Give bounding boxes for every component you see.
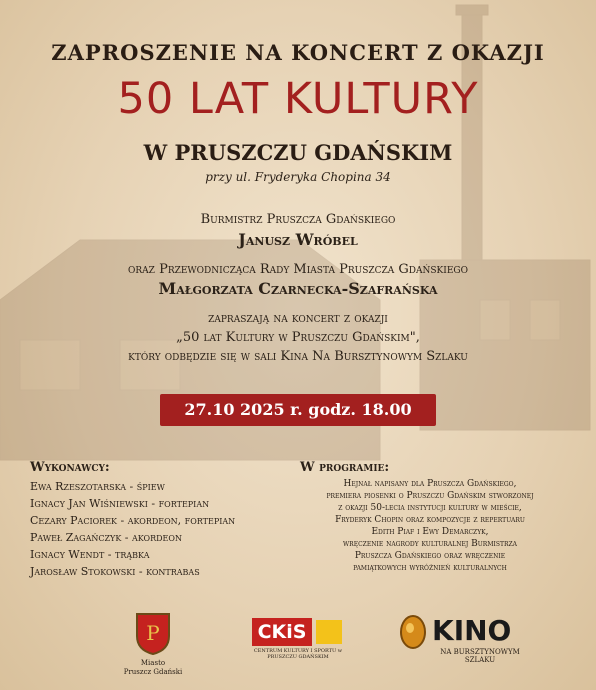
ckis-logo: CKiS [252,618,312,646]
program-line: Fryderyk Chopin oraz kompozycje z repertuaru [335,515,525,525]
invitation-heading: ZAPROSZENIE NA KONCERT Z OKAZJI [51,40,545,65]
main-title: 50 LAT KULTURY [117,74,479,124]
ckis-subtitle: CENTRUM KULTURY I SPORTU w PRUSZCZU GDAŃSKIM [253,648,343,660]
performer-item: Jarosław Stokowski - kontrabas [30,565,200,578]
performer-item: Ignacy Wendt - trąbka [30,548,150,561]
program-line: pamiątkowych wyróżnień kulturalnych [353,563,507,573]
chair-title: oraz Przewodnicząca Rady Miasta Pruszcza Gdańskiego [128,262,468,277]
amber-icon [398,614,428,650]
svg-text:P: P [146,621,160,645]
invite-line-2: „50 lat Kultury w Pruszczu Gdańskim", [176,330,420,345]
city-logo-line1: Miasto [140,659,166,667]
program-line: Pruszcza Gdańskiego oraz wręczenie [354,551,506,561]
city-logo-line2: Pruszcz Gdański [123,668,183,676]
performer-item: Ignacy Jan Wiśniewski - fortepian [30,497,210,510]
kino-logo: KINO [432,614,512,647]
date-badge: 27.10 2025 r. godz. 18.00 [160,394,436,426]
mayor-title: Burmistrz Pruszcza Gdańskiego [200,212,396,227]
city-crest-icon [133,610,173,656]
kino-subtitle: NA BURSZTYNOWYM SZLAKU [440,648,520,664]
performers-title: Wykonawcy: [30,460,110,475]
city-heading: W PRUSZCZU GDAŃSKIM [143,140,453,165]
ckis-mark-icon [316,620,342,644]
chair-name: Małgorzata Czarnecka-Szafrańska [158,279,438,298]
invite-line-1: zapraszają na koncert z okazji [208,311,388,326]
program-line: Edith Piaf i Ewy Demarczyk, [371,527,489,537]
program-line: premiera piosenki o Pruszczu Gdańskim stworzonej [326,491,534,501]
performer-item: Paweł Zagańczyk - akordeon [30,531,182,544]
program-line: Hejnał napisany dla Pruszcza Gdańskiego, [343,479,517,489]
program-line: wręczenie nagrody kulturalnej Burmistrza [343,539,517,549]
program-line: z okazji 50-lecia instytucji kultury w mieście, [338,503,522,513]
invite-line-3: który odbędzie się w sali Kina Na Bursztynowym Szlaku [128,349,468,364]
address: przy ul. Fryderyka Chopina 34 [205,170,391,184]
program-title: W programie: [300,460,390,475]
performer-item: Cezary Paciorek - akordeon, fortepian [30,514,236,527]
mayor-name: Janusz Wróbel [238,230,358,249]
performer-item: Ewa Rzeszotarska - śpiew [30,480,165,493]
